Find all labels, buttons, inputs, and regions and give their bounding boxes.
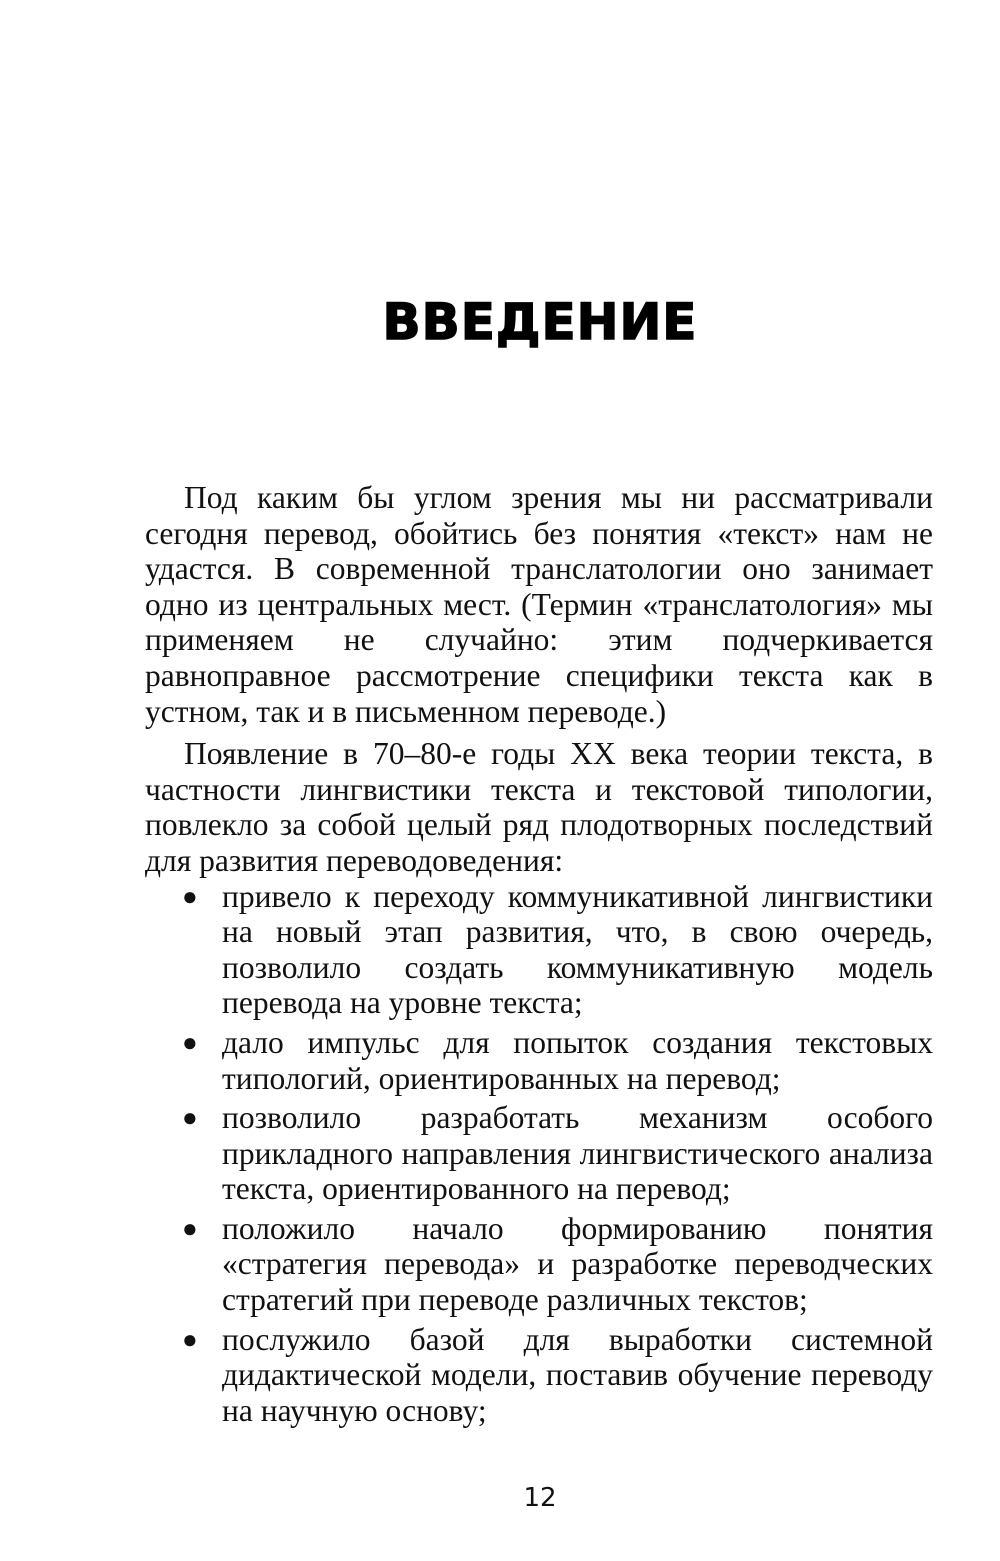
- list-item: [145, 1025, 933, 1096]
- paragraph-2: Появление в 70–80-е годы XX века теории текста, в частности лингвистики текста и текстовой типологии, повлекло за собой целый ряд плодотворных последствий для развития переводоведения:: [145, 736, 933, 878]
- bullet-list: [145, 879, 933, 1429]
- body-text: [145, 480, 933, 1428]
- list-item-text: привело к переходу коммуникативной лингвистики на новый этап развития, что, в свою очередь, позволило создать коммуникативную модель перевода на уровне текста;: [222, 878, 933, 1021]
- list-item: [145, 879, 933, 1021]
- list-item: [145, 1211, 933, 1318]
- list-item-text: дало импульс для попыток создания текстовых типологий, ориентированных на перевод;: [222, 1024, 933, 1096]
- paragraph-1: Под каким бы углом зрения мы ни рассматривали сегодня перевод, обойтись без понятия «текст» нам не удастся. В современной транслатологии оно занимает одно из центральных мест. (Термин «транслатология» мы применяем не случайно: этим подчеркивается равноправное рассмотрение специфики текста как в устном, так и в письменном переводе.): [145, 480, 933, 729]
- list-item-text: положило начало формированию понятия «стратегия перевода» и разработке переводческих стратегий при переводе различных текстов;: [222, 1210, 933, 1318]
- chapter-title: ВВЕДЕНИЕ: [382, 293, 698, 351]
- list-item-text: послужило базой для выработки системной дидактической модели, поставив обучение переводу на научную основу;: [222, 1321, 933, 1428]
- list-item: [145, 1322, 933, 1429]
- bullet-icon: ●: [182, 1213, 198, 1243]
- bullet-icon: ●: [182, 881, 198, 911]
- list-item: [145, 1100, 933, 1207]
- list-item-text: позволило разработать механизм особого прикладного направления лингвистического анализа текста, ориентированного на перевод;: [222, 1100, 933, 1207]
- page-number: 12: [523, 1483, 557, 1513]
- bullet-icon: ●: [182, 1324, 198, 1354]
- bullet-icon: ●: [182, 1027, 198, 1057]
- bullet-icon: ●: [182, 1103, 198, 1133]
